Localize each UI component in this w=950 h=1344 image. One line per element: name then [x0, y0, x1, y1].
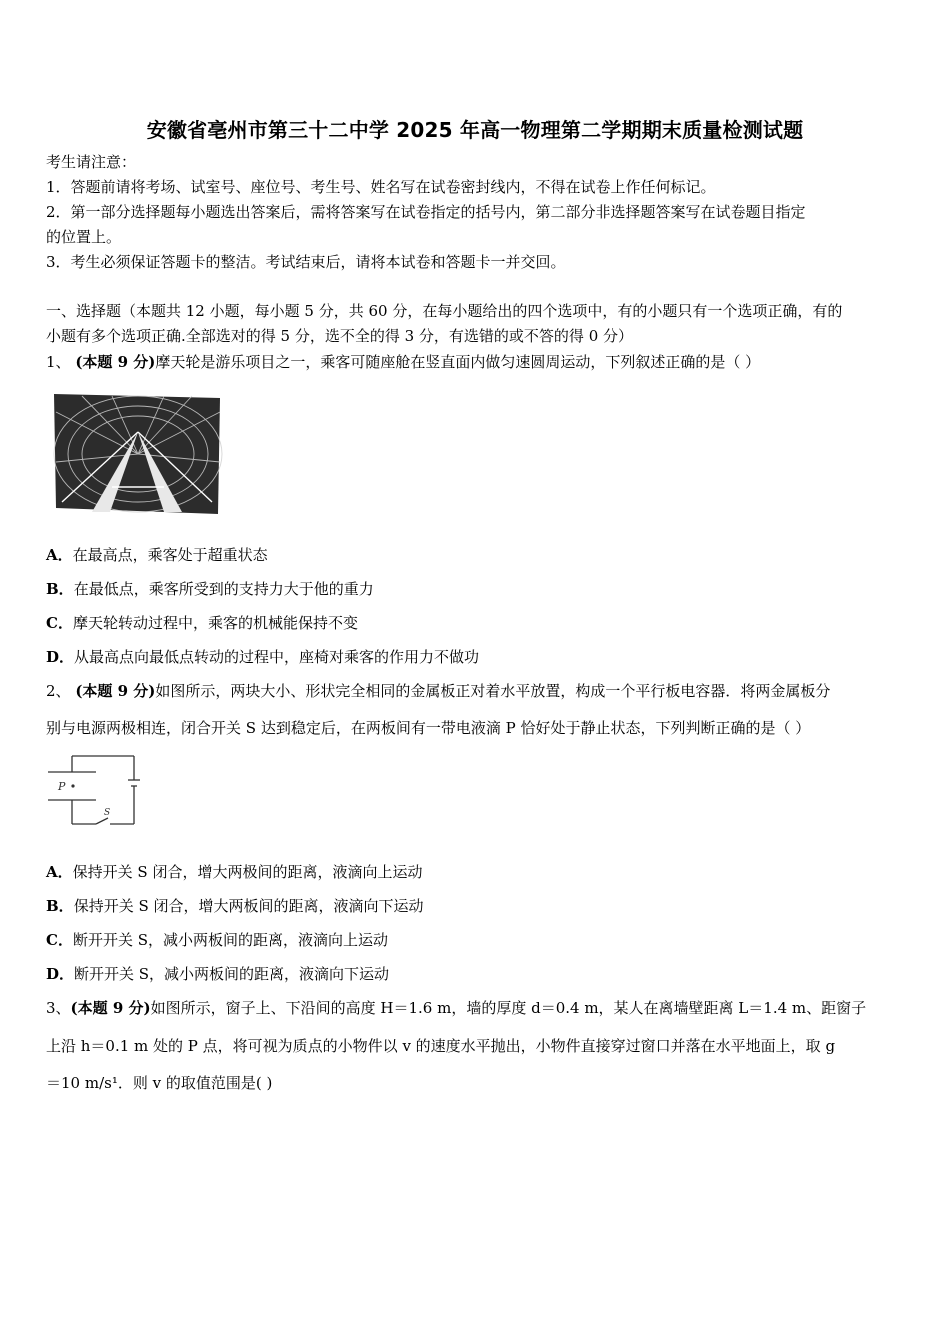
option-label: C． — [46, 931, 73, 949]
section-heading-line: 一、选择题（本题共 12 小题，每小题 5 分，共 60 分，在每小题给出的四个选项中，有的小题只有一个选项正确，有的 — [46, 302, 843, 320]
option-text: 保持开关 S 闭合，增大两板间的距离，液滴向下运动 — [73, 897, 424, 915]
question-tag: (本题 9 分) — [75, 682, 156, 700]
question-text: 摩天轮是游乐项目之一，乘客可随座舱在竖直面内做匀速圆周运动，下列叙述正确的是（ ） — [155, 353, 761, 371]
section-heading-line: 小题有多个选项正确.全部选对的得 5 分，选不全的得 3 分，有选错的或不答的得 0 分） — [46, 327, 634, 345]
notice-item: 3．考生必须保证答题卡的整洁。考试结束后，请将本试卷和答题卡一并交回。 — [46, 253, 566, 271]
question-3-stem — [46, 998, 866, 1018]
question-tag: (本题 9 分) — [70, 999, 151, 1017]
question-text: 如图所示，两块大小、形状完全相同的金属板正对着水平放置，构成一个平行板电容器．将两金属板分 — [155, 682, 831, 700]
q1-option-a — [46, 545, 268, 565]
q2-option-a — [46, 862, 422, 882]
q1-option-d — [46, 647, 479, 667]
question-1-stem — [46, 352, 760, 372]
option-label: C． — [46, 614, 73, 632]
q2-option-d — [46, 964, 389, 984]
option-text: 在最低点，乘客所受到的支持力大于他的重力 — [73, 580, 374, 598]
option-label: D． — [46, 965, 75, 983]
option-label: B． — [46, 897, 74, 915]
page-title: 安徽省亳州市第三十二中学 2025 年高一物理第二学期期末质量检测试题 — [146, 118, 804, 142]
option-text: 保持开关 S 闭合，增大两极间的距离，液滴向上运动 — [72, 863, 423, 881]
q2-option-b — [46, 896, 424, 916]
question-tag: (本题 9 分) — [75, 353, 156, 371]
q1-option-b — [46, 579, 374, 599]
option-text: 断开开关 S，减小两板间的距离，液滴向下运动 — [74, 965, 390, 983]
option-label: D． — [46, 648, 75, 666]
ferris-wheel-photo — [52, 392, 224, 516]
option-label: B． — [46, 580, 74, 598]
capacitor-circuit-diagram — [44, 752, 140, 828]
option-text: 在最高点，乘客处于超重状态 — [72, 546, 268, 564]
question-3-stem-cont: ＝10 m/s¹．则 v 的取值范围是( ) — [46, 1074, 273, 1092]
q1-option-c — [46, 613, 358, 633]
notice-item: 的位置上。 — [46, 228, 122, 246]
notice-item: 2．第一部分选择题每小题选出答案后，需将答案写在试卷指定的括号内，第二部分非选择题答案写在试卷题目指定 — [46, 203, 806, 221]
notice-item: 1．答题前请将考场、试室号、座位号、考生号、姓名写在试卷密封线内，不得在试卷上作任何标记。 — [46, 178, 716, 196]
question-text: 如图所示，窗子上、下沿间的高度 H＝1.6 m，墙的厚度 d＝0.4 m，某人在离墙壁距离 L＝1.4 m、距窗子 — [150, 999, 867, 1017]
notice-heading: 考生请注意： — [46, 153, 137, 171]
option-text: 从最高点向最低点转动的过程中，座椅对乘客的作用力不做功 — [74, 648, 480, 666]
question-number: 3、 — [46, 999, 71, 1017]
question-2-stem — [46, 681, 830, 701]
option-text: 摩天轮转动过程中，乘客的机械能保持不变 — [72, 614, 358, 632]
capacitor-p-label: P — [58, 780, 66, 793]
q2-option-c — [46, 930, 388, 950]
question-number: 1、 — [46, 353, 71, 371]
option-text: 断开开关 S，减小两板间的距离，液滴向上运动 — [72, 931, 388, 949]
question-number: 2、 — [46, 682, 71, 700]
question-3-stem-cont: 上沿 h＝0.1 m 处的 P 点，将可视为质点的小物件以 v 的速度水平抛出，小物件直接穿过窗口并落在水平地面上，取 g — [46, 1037, 836, 1055]
question-2-stem-cont: 别与电源两极相连，闭合开关 S 达到稳定后，在两板间有一带电液滴 P 恰好处于静止状态，下列判断正确的是（ ） — [46, 719, 811, 737]
switch-s-label: S — [104, 808, 111, 818]
option-label: A． — [46, 546, 73, 564]
option-label: A． — [46, 863, 73, 881]
